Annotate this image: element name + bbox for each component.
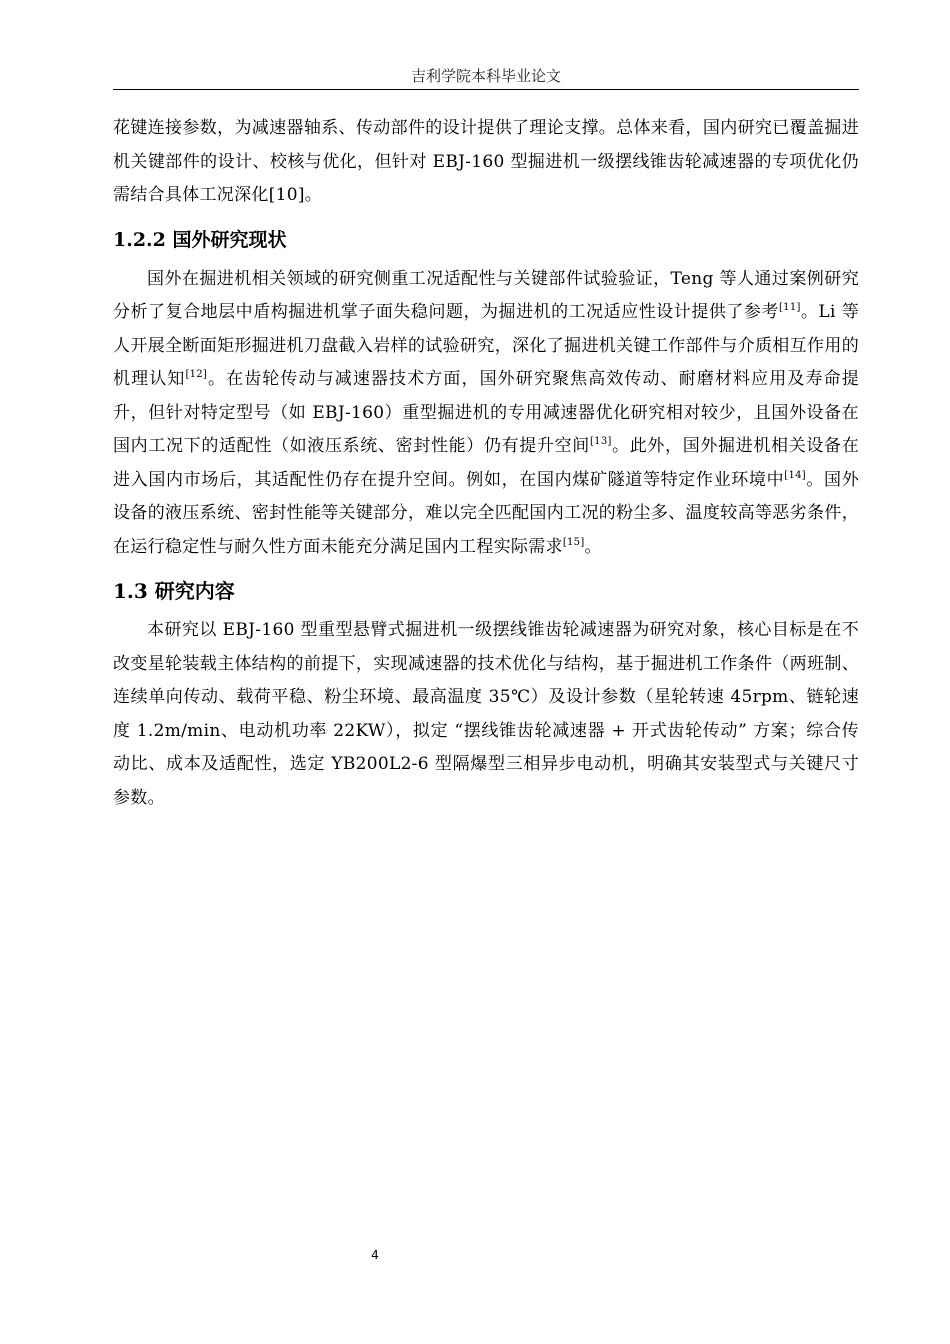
section-heading-1-2-2: 1.2.2 国外研究现状 [113, 228, 287, 251]
header-divider [113, 89, 859, 90]
page-number: 4 [371, 1248, 379, 1262]
citation-14: [14] [784, 469, 806, 481]
citation-15: [15] [562, 536, 585, 548]
page-body [113, 112, 859, 815]
text-segment: 。在齿轮传动与减速器技术方面，国外研究聚焦高效传动、耐磨材料应用及寿命提升，但针对特定型号（如 EBJ-160）重型掘进机的专用减速器优化研究相对较少，且国外设备在国内工况下的适配性（如液压系统、密封性能）仍有提升空间 [113, 369, 859, 456]
citation-11: [11] [778, 302, 801, 313]
text-segment: 。此外，国外掘进机相关设备在进入国内市场后，其适配性仍存在提升空间。例如，在国内煤矿隧道等特定作业环境中 [113, 436, 859, 490]
citation-13: [13] [589, 436, 612, 447]
text-segment: 国外在掘进机相关领域的研究侧重工况适配性与关键部件试验验证，Teng 等人通过案例研究分析了复合地层中盾构掘进机掌子面失稳问题，为掘进机的工况适应性设计提供了参考 [113, 268, 859, 322]
running-header: 吉利学院本科毕业论文 [410, 67, 561, 85]
paragraph-domestic-summary: 花键连接参数，为减速器轴系、传动部件的设计提供了理论支撑。总体来看，国内研究已覆盖掘进机关键部件的设计、校核与优化，但针对 EBJ-160 型掘进机一级摆线锥齿轮减速器的专项优化仍需结合具体工况深化[10]。 [113, 118, 859, 205]
text-segment: 。 [584, 536, 602, 557]
citation-12: [12] [185, 369, 208, 380]
paragraph-research-content: 本研究以 EBJ-160 型重型悬臂式掘进机一级摆线锥齿轮减速器为研究对象，核心目标是在不改变星轮装载主体结构的前提下，实现减速器的技术优化与结构，基于掘进机工作条件（两班制、连续单向传动、载荷平稳、粉尘环境、最高温度 35℃）及设计参数（星轮转速 45rpm、链轮速度 1.2m/min、电动机功率 22KW），拟定 “摆线锥齿轮减速器 + 开式齿轮传动” 方案；综合传动比、成本及适配性，选定 YB200L2-6 型隔爆型三相异步电动机，明确其安装型式与关键尺寸参数。 [113, 620, 859, 808]
text-segment: 。Li 等人开展全断面矩形掘进机刀盘截入岩样的试验研究，深化了掘进机关键工作部件与介质相互作用的机理认知 [113, 302, 859, 389]
section-heading-1-3: 1.3 研究内容 [113, 579, 235, 603]
text-segment: 。国外设备的液压系统、密封性能等关键部分，难以完全匹配国内工况的粉尘多、温度较高等恶劣条件，在运行稳定性与耐久性方面未能充分满足国内工程实际需求 [113, 469, 859, 557]
paragraph-foreign-research [113, 263, 859, 565]
